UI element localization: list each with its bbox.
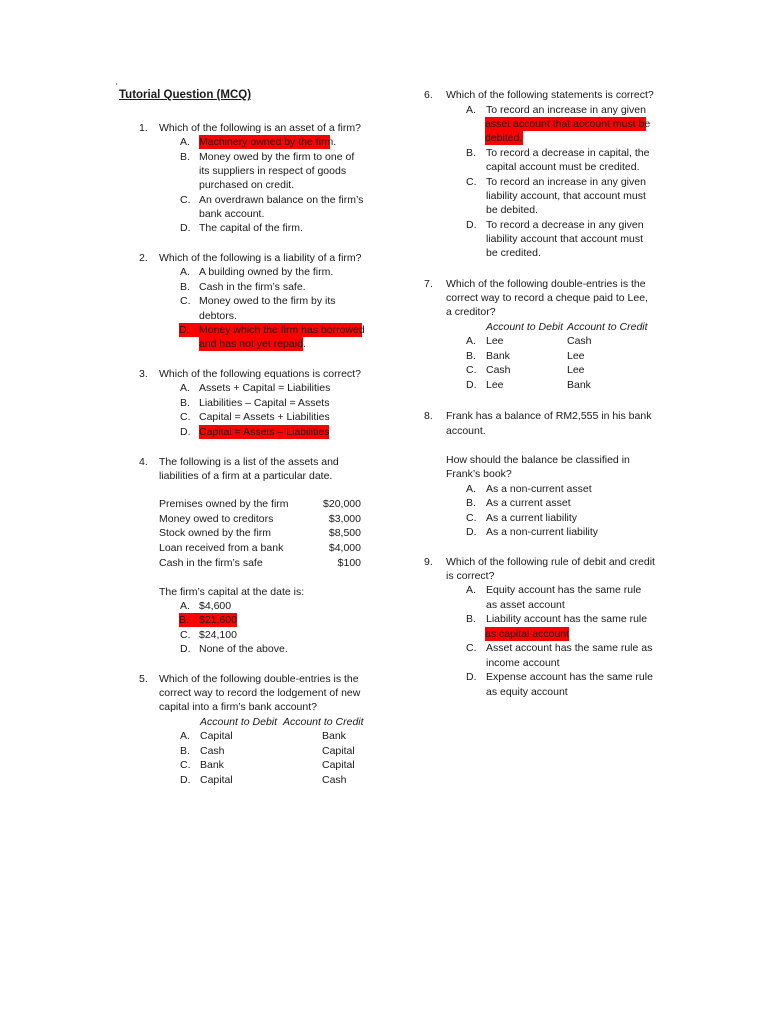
question-number: 6. <box>424 89 433 101</box>
option-letter: A. <box>466 584 476 596</box>
option-letter: D. <box>466 671 477 683</box>
option-letter: B. <box>180 745 190 757</box>
option-letter: D. <box>180 222 191 234</box>
debit-account: Lee <box>486 379 504 391</box>
debit-account: Capital <box>200 774 233 786</box>
question-stem: Which of the following rule of debit and credit <box>446 556 655 568</box>
option-letter: A. <box>466 483 476 495</box>
page-title: Tutorial Question (MCQ) <box>119 89 252 101</box>
option-letter: A. <box>466 335 476 347</box>
correct-answer-highlight: Machinery owned by the firm. <box>199 136 337 148</box>
option-letter: C. <box>180 295 191 307</box>
question-stem: correct way to record the lodgement of new <box>159 687 361 699</box>
credit-account: Capital <box>322 759 355 771</box>
option-text: debtors. <box>199 310 237 322</box>
correct-answer-highlight: Capital = Assets – Liabilities <box>199 426 330 438</box>
question-stem: Which of the following statements is correct? <box>446 89 654 101</box>
option-text: The capital of the firm. <box>199 222 303 234</box>
debit-account: Capital <box>200 730 233 742</box>
question-number: 3. <box>139 368 148 380</box>
option-letter: B. <box>179 614 189 626</box>
column-header-credit: Account to Credit <box>283 716 364 728</box>
option-letter: B. <box>466 497 476 509</box>
debit-account: Cash <box>200 745 225 757</box>
option-text: None of the above. <box>199 643 288 655</box>
option-letter: A. <box>180 136 190 148</box>
debit-account: Cash <box>486 364 511 376</box>
question-number: 9. <box>424 556 433 568</box>
option-letter: D. <box>180 426 191 438</box>
question-number: 7. <box>424 278 433 290</box>
option-letter: D. <box>466 526 477 538</box>
option-text: Money owed by the firm to one of <box>199 151 355 163</box>
option-text: As a current asset <box>486 497 571 509</box>
option-letter: A. <box>466 104 476 116</box>
question-number: 1. <box>139 122 148 134</box>
debit-account: Lee <box>486 335 504 347</box>
list-item-amount: $20,000 <box>323 498 361 510</box>
question-stem: Which of the following is a liability of a firm? <box>159 252 362 264</box>
option-text: Expense account has the same rule <box>486 671 653 683</box>
question-prompt: Frank’s book? <box>446 468 512 480</box>
question-stem: Which of the following double-entries is the <box>446 278 646 290</box>
option-letter: B. <box>180 281 190 293</box>
credit-account: Cash <box>322 774 347 786</box>
question-stem: The following is a list of the assets and <box>159 456 339 468</box>
question-number: 2. <box>139 252 148 264</box>
option-letter: B. <box>466 147 476 159</box>
option-letter: D. <box>466 219 477 231</box>
option-text: liability account that account must <box>486 233 643 245</box>
question-stem: liabilities of a firm at a particular date. <box>159 470 333 482</box>
option-text: To record an increase in any given <box>486 104 646 116</box>
option-text: As a non-current asset <box>486 483 592 495</box>
option-letter: D. <box>180 774 191 786</box>
question-stem: Which of the following is an asset of a firm? <box>159 122 361 134</box>
option-letter: C. <box>180 411 191 423</box>
credit-account: Bank <box>567 379 591 391</box>
option-letter: B. <box>466 613 476 625</box>
option-text: Cash in the firm’s safe. <box>199 281 306 293</box>
option-text: A building owned by the firm. <box>199 266 334 278</box>
column-header-debit: Account to Debit <box>200 716 278 728</box>
question-stem: correct way to record a cheque paid to Lee, <box>446 292 648 304</box>
question-stem: account. <box>446 425 486 437</box>
option-letter: A. <box>180 600 190 612</box>
question-number: 5. <box>139 673 148 685</box>
list-item-amount: $4,000 <box>328 542 361 554</box>
option-letter: C. <box>466 512 477 524</box>
correct-answer-highlight: debited. <box>485 132 523 144</box>
option-letter: B. <box>180 397 190 409</box>
column-header-credit: Account to Credit <box>567 321 648 333</box>
question-stem: Which of the following double-entries is the <box>159 673 359 685</box>
option-text: as equity account <box>486 686 568 698</box>
option-letter: D. <box>180 643 191 655</box>
option-letter: B. <box>466 350 476 362</box>
option-text: $4,600 <box>199 600 232 612</box>
option-letter: C. <box>180 194 191 206</box>
option-text: Money which the firm has borrowed <box>199 324 365 336</box>
question-number: 8. <box>424 410 433 422</box>
question-stem: Which of the following equations is correct? <box>159 368 361 380</box>
credit-account: Cash <box>567 335 592 347</box>
credit-account: Capital <box>322 745 355 757</box>
question-stem: is correct? <box>446 570 495 582</box>
option-text: To record a decrease in any given <box>486 219 644 231</box>
option-text: Liabilities – Capital = Assets <box>199 397 330 409</box>
option-text: bank account. <box>199 208 265 220</box>
option-text: To record a decrease in capital, the <box>486 147 650 159</box>
question-stem: Frank has a balance of RM2,555 in his bank <box>446 410 652 422</box>
option-text: As a current liability <box>486 512 578 524</box>
correct-answer-highlight <box>179 323 365 337</box>
debit-account: Bank <box>486 350 510 362</box>
credit-account: Lee <box>567 364 585 376</box>
question-stem: capital into a firm’s bank account? <box>159 701 317 713</box>
option-text: Money owed to the firm by its <box>199 295 336 307</box>
option-letter: B. <box>180 151 190 163</box>
list-item-label: Money owed to creditors <box>159 513 274 525</box>
option-text: liability account, that account must <box>486 190 646 202</box>
option-text: capital account must be credited. <box>486 161 640 173</box>
option-letter: D. <box>179 324 190 336</box>
option-text: Capital = Assets + Liabilities <box>199 411 330 423</box>
option-letter: C. <box>180 759 191 771</box>
option-letter: A. <box>180 266 190 278</box>
list-item-amount: $100 <box>337 557 361 569</box>
option-text: Liability account has the same rule <box>486 613 648 625</box>
option-letter: C. <box>466 364 477 376</box>
option-letter: D. <box>466 379 477 391</box>
option-letter: C. <box>466 176 477 188</box>
option-text: As a non-current liability <box>486 526 599 538</box>
option-letter: C. <box>180 629 191 641</box>
option-text: An overdrawn balance on the firm’s <box>199 194 364 206</box>
option-letter: A. <box>180 730 190 742</box>
column-header-debit: Account to Debit <box>486 321 564 333</box>
debit-account: Bank <box>200 759 224 771</box>
question-prompt: The firm’s capital at the date is: <box>159 586 305 598</box>
option-text: To record an increase in any given <box>486 176 646 188</box>
correct-answer-highlight: asset account that account must be <box>485 118 651 130</box>
option-text: as asset account <box>486 599 565 611</box>
correct-answer-highlight: and has not yet repaid. <box>199 338 306 350</box>
option-text: Assets + Capital = Liabilities <box>199 382 331 394</box>
option-text: be credited. <box>486 247 541 259</box>
credit-account: Bank <box>322 730 346 742</box>
option-text: be debited. <box>486 204 538 216</box>
option-letter: A. <box>180 382 190 394</box>
option-letter: C. <box>466 642 477 654</box>
question-stem: a creditor? <box>446 306 496 318</box>
credit-account: Lee <box>567 350 585 362</box>
option-text: income account <box>486 657 560 669</box>
list-item-amount: $3,000 <box>328 513 361 525</box>
list-item-label: Loan received from a bank <box>159 542 284 554</box>
question-number: 4. <box>139 456 148 468</box>
option-text: Equity account has the same rule <box>486 584 642 596</box>
option-text: purchased on credit. <box>199 179 295 191</box>
option-text: Asset account has the same rule as <box>486 642 653 654</box>
correct-answer-highlight <box>179 613 237 627</box>
list-item-amount: $8,500 <box>328 527 361 539</box>
correct-answer-highlight: as capital account <box>485 628 570 640</box>
option-text: its suppliers in respect of goods <box>199 165 347 177</box>
list-item-label: Stock owned by the firm <box>159 527 272 539</box>
list-item-label: Cash in the firm’s safe <box>159 557 263 569</box>
option-text: $21,600 <box>199 614 237 626</box>
list-item-label: Premises owned by the firm <box>159 498 289 510</box>
stray-mark: ' <box>116 82 118 91</box>
option-text: $24,100 <box>199 629 237 641</box>
question-prompt: How should the balance be classified in <box>446 454 630 466</box>
